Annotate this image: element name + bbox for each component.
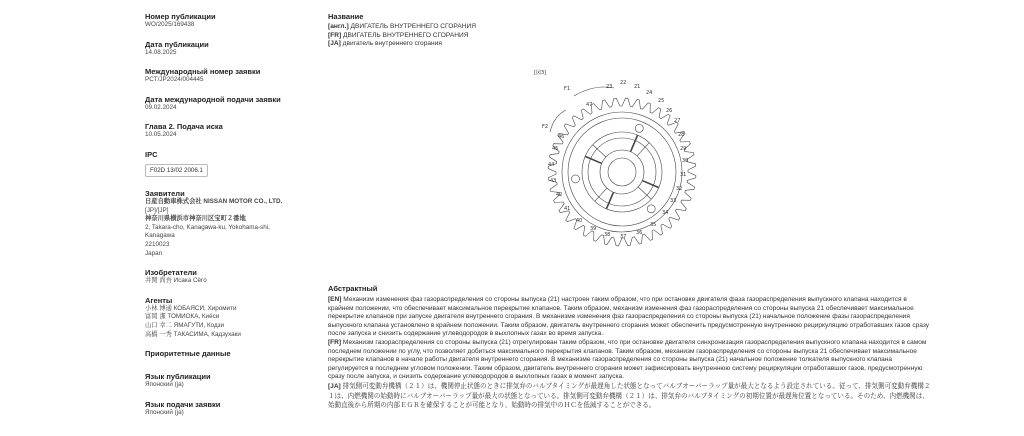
- figure-label: 42: [556, 192, 563, 198]
- title-fr: [328, 32, 928, 41]
- figure-label: 41: [564, 206, 571, 212]
- figure-label: 38: [604, 232, 611, 238]
- title-ja: [328, 40, 928, 49]
- figure-label: 33: [670, 198, 677, 204]
- ipc-code-chip[interactable]: F02D 13/02 2006.1: [145, 164, 208, 177]
- figure-label: 45: [552, 146, 559, 152]
- figure-label: 37: [620, 234, 627, 240]
- chapter2-date: 10.05.2024: [145, 131, 177, 139]
- applicant-line: 2210023: [145, 240, 170, 248]
- figure-label: 24: [646, 90, 653, 96]
- title-section: [328, 12, 928, 49]
- priority-section: [145, 349, 315, 358]
- gear-ring-3: [588, 138, 656, 206]
- abstract-fr: [328, 339, 932, 382]
- lang-tag-fr: [FR]: [328, 31, 342, 39]
- figure-label: 21: [634, 84, 641, 90]
- inventors-label: Изобретатели: [145, 268, 197, 278]
- filing-language: Японский (ja): [145, 408, 184, 416]
- agent-line: 富岡 潔 ТОМИОКА, Киёси: [145, 313, 220, 321]
- applicants-section: [145, 189, 315, 258]
- patent-drawing[interactable]: [534, 66, 734, 266]
- figure-label: 25: [658, 98, 665, 104]
- figure-label: 28: [678, 132, 685, 138]
- figure-label: F1: [564, 86, 571, 92]
- abstract-ja: [328, 382, 932, 411]
- inventors-section: [145, 268, 315, 286]
- lang-tag-en: [EN]: [328, 296, 342, 303]
- lang-tag-ja: [JA]: [328, 40, 341, 47]
- filing-language-section: [145, 400, 315, 418]
- agents-section: [145, 296, 315, 339]
- applicant-line: 2, Takara-cho, Kanagawa-ku, Yokohama-shi,: [145, 223, 270, 231]
- title-en-text: ДВИГАТЕЛЬ ВНУТРЕННЕГО СГОРАНИЯ: [350, 23, 476, 30]
- lang-tag-fr: [FR]: [328, 338, 342, 346]
- priority-label: Приоритетные данные: [145, 349, 231, 359]
- publication-date-label: Дата публикации: [145, 39, 209, 49]
- vane-1: [606, 192, 613, 209]
- agents-block: [145, 305, 315, 339]
- gear-ring-4: [600, 150, 644, 194]
- figure-label: 44: [548, 162, 555, 168]
- agent-line: 山口 幸二 ЯМАГУТИ, Кодзи: [145, 321, 225, 329]
- filing-language-label: Язык подачи заявки: [145, 399, 221, 409]
- pub-language-label: Язык публикации: [145, 372, 211, 382]
- abstract-fr-text: Механизм газораспределения со стороны выпуска (21) отрегулирован таким образом, что при остановке двигателя синхронизация газораспределения выпускного клапана находится в самом последнем положении по углу, что позволяет добиться максимального перекрытия клапанов. Таким образом, механизм газораспределения со стороны выпуска 21 обеспечивает максимальное перекрытие клапанов в начале работы двигателя внутреннего сгорания. В механизме газораспределения со стороны выпуска (21) начальное положение толкателя выпускного клапана регулируется в последнем угловом положении. Таким образом, двигатель внутреннего сгорания может зафиксировать внутреннюю систему рециркуляции отработавших газов, предусмотренную сразу после запуска, и снизить содержание углеводородов в выхлопных газах в момент запуска.: [328, 338, 927, 381]
- intl-application-section: [145, 67, 315, 85]
- figure-label: 43: [550, 178, 557, 184]
- vane-0: [642, 181, 659, 188]
- title-fr-text: ДВИГАТЕЛЬ ВНУТРЕННЕГО СГОРАНИЯ: [343, 31, 469, 39]
- bolt-hole-2: [635, 124, 643, 132]
- agent-line: 小林 博通 КОБАЯСИ, Хиромити: [145, 304, 237, 312]
- gear-ring-5: [608, 158, 636, 186]
- applicant-line: Kanagawa: [145, 232, 175, 240]
- ipc-section: [145, 150, 315, 189]
- intl-filing-date: 09.02.2024: [145, 103, 177, 111]
- abstract-section: [328, 284, 932, 411]
- figure-label: 32: [676, 186, 683, 192]
- chapter2-label: Глава 2. Подача иска: [145, 122, 223, 132]
- vane-3: [631, 135, 638, 152]
- abstract-en-text: Механизм изменения фаз газораспределения со стороны выпуска (21) настроен таким образом, что при остановке двигателя фаза газораспределения выпускного клапана находится в крайнем положении, что обеспечивает максимальное перекрытие клапанов. Таким образом, механизм изменения фаз газораспределения со стороны выпуска 21 обеспечивает максимальное перекрытие клапанов при запуске двигателя внутреннего сгорания. В механизме изменения фаз газораспределения со стороны выпуска (21) начальное положение фазы газораспределения выпускного клапана установлено в крайнем положении. Таким образом, двигатель внутреннего сгорания может обеспечить предусмотренную внутреннюю рециркуляцию отработавших газов сразу после запуска и снизить содержание углеводородов в выхлопных газах во время запуска.: [328, 296, 930, 338]
- gear-ring-1: [568, 118, 676, 226]
- figure-label: 31: [680, 172, 687, 178]
- publication-number-label: Номер публикации: [145, 12, 216, 21]
- figure-label: 34: [662, 210, 669, 216]
- gear-drawing-svg: [534, 66, 734, 266]
- title-ja-text: двигатель внутреннего сгорания: [342, 40, 442, 47]
- arrow-f2: [550, 110, 566, 132]
- applicant-line: 神奈川県横浜市神奈川区宝町２番地: [145, 215, 246, 223]
- intl-filing-label: Дата международной подачи заявки: [145, 94, 281, 104]
- lang-tag-en: [англ.]: [328, 23, 349, 30]
- figure-label: 36: [636, 230, 643, 236]
- title-en: [328, 23, 928, 32]
- publication-date-section: [145, 40, 315, 58]
- ipc-label: IPC: [145, 149, 158, 159]
- figure-label: 35: [650, 222, 657, 228]
- applicant-line: Japan: [145, 249, 163, 257]
- agents-label: Агенты: [145, 295, 173, 305]
- applicants-block: [145, 198, 315, 258]
- publication-number[interactable]: WO/2025/169438: [145, 21, 195, 28]
- chapter2-section: [145, 122, 315, 140]
- bibliographic-column: [145, 12, 315, 427]
- figure-label: 30: [682, 158, 689, 164]
- figure-caption: [図3]: [534, 70, 547, 76]
- abstract-en: [328, 296, 932, 339]
- vane-2: [585, 156, 602, 163]
- figure-label: 39: [590, 226, 597, 232]
- lang-tag-ja: [JA]: [328, 382, 341, 390]
- figure-label: 46: [558, 134, 565, 140]
- bolt-hole-0: [647, 205, 655, 213]
- pub-language-section: [145, 372, 315, 390]
- inventor: 井関 尚吾 Исака Сёго: [145, 277, 207, 285]
- figure-label: 47: [586, 102, 593, 108]
- figure-label: F2: [542, 124, 549, 130]
- figure-label: 23: [606, 84, 613, 90]
- applicant-line: [JP]/[JP]: [145, 206, 169, 214]
- publication-date: 14.08.2025: [145, 48, 177, 56]
- abstract-ja-text: 排気側可変動弁機構（２１）は、機関停止状態のときに排気弁のバルブタイミングが最遅角した状態となってバルブオーバーラップ量が最大となるよう設定されている。従って、排気側可変動弁機構２１は、内燃機関の始動時にバルブオーバーラップ量が最大の状態となっている。排気側可変動弁機構（２１）は、排気弁のバルブタイミングの初期位置が最遅角位置となっている。そのため、内燃機関は、始動直後から所期の内部ＥＧＲを確保することが可能となり、始動時の排気中のＨＣを低減することができる。: [328, 381, 931, 410]
- figure-label: 40: [576, 218, 583, 224]
- intl-filing-section: [145, 95, 315, 113]
- applicants-label: Заявители: [145, 188, 185, 198]
- pub-language: Японский (ja): [145, 381, 184, 389]
- abstract-label: Абстрактный: [328, 284, 378, 293]
- figure-label: 26: [666, 108, 673, 114]
- figure-label: 27: [674, 118, 681, 124]
- intl-application-label: Международный номер заявки: [145, 67, 261, 77]
- applicant-line: 日産自動車株式会社 NISSAN MOTOR CO., LTD.: [145, 197, 283, 205]
- title-label: Название: [328, 12, 364, 21]
- agent-line: 高橋 一秀 ТАКАСИМА, Кадзухаки: [145, 330, 241, 338]
- figure-label: 29: [680, 146, 687, 152]
- intl-application-number[interactable]: PCT/JP2024/004445: [145, 76, 204, 84]
- publication-number-section: [145, 12, 315, 30]
- gear-ring-2: [582, 132, 662, 212]
- figure-label: 22: [620, 80, 627, 86]
- bolt-hole-1: [572, 175, 580, 183]
